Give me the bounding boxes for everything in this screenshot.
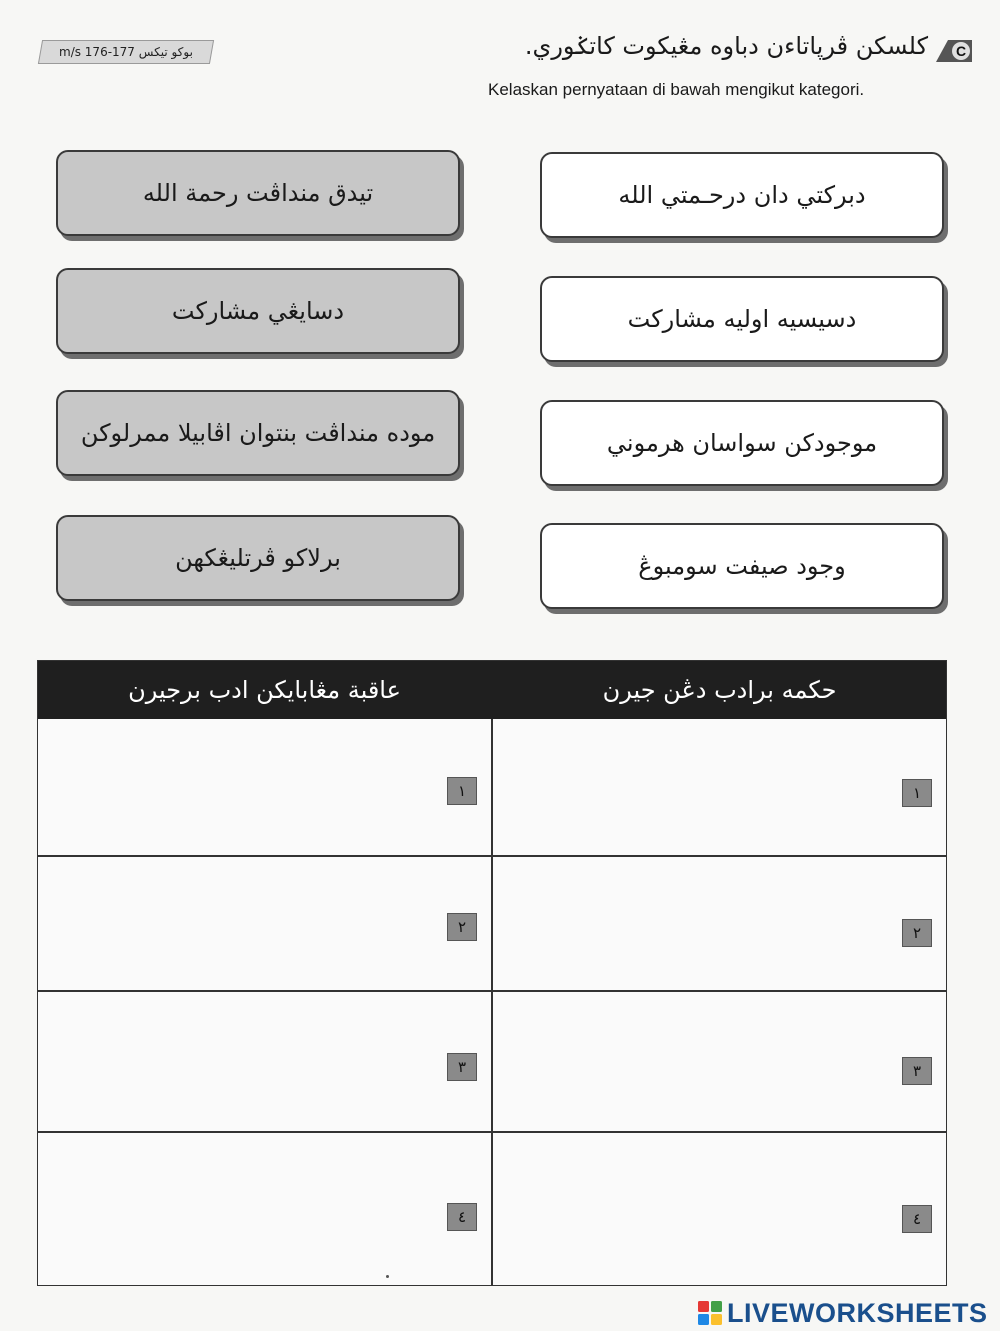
row-number-badge: ١ (902, 779, 932, 807)
liveworksheets-logo (697, 1298, 988, 1328)
header-consequence: عاقبة مڠابايکن ادب برجيرن (128, 676, 401, 704)
row-number-badge: ٣ (447, 1053, 477, 1081)
drop-zone-wisdom-2[interactable] (493, 857, 946, 990)
row-number-badge: ٢ (447, 913, 477, 941)
drop-zone-consequence-3[interactable] (38, 992, 491, 1131)
drop-zone-wisdom-3[interactable] (493, 992, 946, 1131)
row-number-badge: ٤ (902, 1205, 932, 1233)
instruction-title-jawi: کلسکن ڤرڽاتاءن دباوه مڠيکوت کاتݢوري. (524, 32, 928, 60)
statement-card[interactable] (56, 150, 460, 236)
statement-card[interactable] (56, 268, 460, 354)
statement-card[interactable] (56, 390, 460, 476)
drop-zone-wisdom-4[interactable] (493, 1133, 946, 1285)
liveworksheets-icon (697, 1300, 723, 1326)
page-reference-text: m/s 176-177 بوکو تيکس (59, 45, 193, 59)
statement-text: دسايڠي مشارکت (171, 296, 345, 325)
drop-zone-consequence-1[interactable] (38, 719, 491, 855)
classification-table (37, 660, 947, 1286)
statement-card[interactable] (540, 152, 944, 238)
statement-card[interactable] (540, 276, 944, 362)
drop-zone-consequence-2[interactable] (38, 857, 491, 990)
row-number-badge: ٣ (902, 1057, 932, 1085)
row-number-badge: ٢ (902, 919, 932, 947)
statement-text: دبرکتي دان درحـمتي الله (618, 180, 866, 209)
statement-card[interactable] (540, 400, 944, 486)
instruction-subtitle: Kelaskan pernyataan di bawah mengikut kategori. (488, 80, 865, 99)
statement-text: تيدق منداڤت رحمة الله (142, 178, 374, 207)
logo-text: LIVEWORKSHEETS (727, 1297, 988, 1328)
section-letter: C (955, 43, 967, 59)
statement-card[interactable] (540, 523, 944, 609)
statement-text: موجودکن سواسان هرموني (606, 428, 878, 457)
header-wisdom: حکمه برادب دڠن جيرن (602, 676, 837, 704)
statement-text: دسيسيه اوليه مشارکت (627, 304, 857, 333)
statement-text: موده منداڤت بنتوان اڤابيلا ممرلوکن (80, 418, 436, 447)
page-reference-tag (38, 40, 214, 64)
drop-zone-wisdom-1[interactable] (493, 719, 946, 855)
statement-text: برلاکو ڤرتليڠکهن (175, 543, 341, 572)
row-number-badge: ١ (447, 777, 477, 805)
table-header (38, 661, 946, 719)
drop-zone-consequence-4[interactable] (38, 1133, 491, 1285)
section-c-badge (934, 36, 974, 64)
stray-dot (386, 1275, 389, 1278)
row-number-badge: ٤ (447, 1203, 477, 1231)
statement-text: وجود صيفت سومبوڠ (638, 551, 846, 580)
statement-card[interactable] (56, 515, 460, 601)
